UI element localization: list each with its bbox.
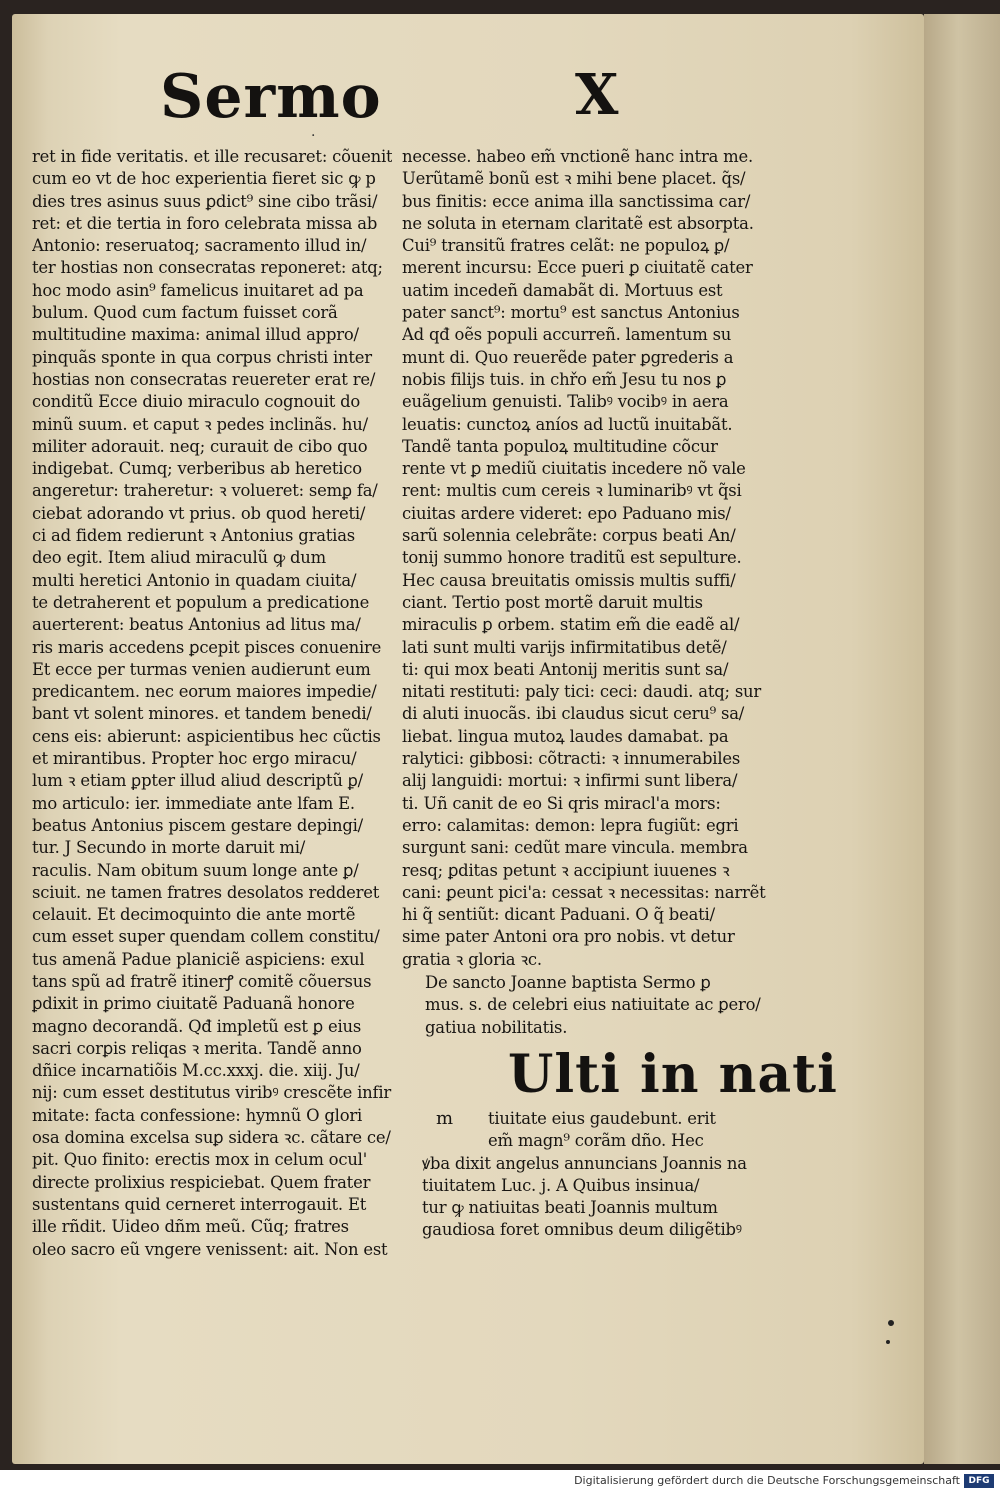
dfg-logo: DFG (964, 1474, 994, 1488)
text-line: ret in fide veritatis. et ille recusaret: cõuenit (32, 147, 392, 166)
text-line: ralytici: gibbosi: cõtracti: ꝛ innumerabiles (402, 749, 741, 769)
text-line: bus finitis: ecce anima illa sanctissima car/ (402, 191, 751, 211)
text-line: Et ecce per turmas venien audierunt eum (32, 659, 371, 679)
text-line: ꝑdixit in ꝑrimo ciuitatẽ Paduanã honore (32, 994, 355, 1014)
text-line: beatus Antonius piscem gestare depingi/ (32, 815, 363, 835)
running-head-sermo: Sermo (160, 62, 382, 132)
text-line: ris maris accedens ꝑcepit pisces conuenire (32, 637, 382, 657)
text-line: cens eis: abierunt: aspicientibus hec cũctis (32, 726, 381, 746)
text-line: tur. J Secundo in morte daruit mi/ (32, 838, 306, 858)
text-line: predicantem. nec eorum maiores impedie/ (32, 682, 377, 702)
rubric-line: gatiua nobilitatis. (425, 1017, 568, 1037)
text-line: cani: ꝑeunt pici'a: cessat ꝛ necessitas: narrẽt (402, 882, 766, 902)
text-line: nitati restituti: paly tici: ceci: daudi. atq; sur (402, 682, 762, 702)
text-line: lati sunt multi varijs infirmitatibus detẽ/ (402, 637, 727, 657)
text-line: rent: multis cum cereis ꝛ luminaribꝰ vt q̃si (402, 481, 742, 501)
text-line: auerterent: beatus Antonius ad litus ma/ (32, 615, 361, 635)
right-text-column (402, 146, 772, 971)
text-line: celauit. Et decimoquinto die ante mortẽ (32, 905, 356, 925)
text-line: et mirantibus. Propter hoc ergo miracu/ (32, 749, 357, 769)
text-line: euãgelium genuisti. Talibꝰ vocibꝰ in aera (402, 392, 729, 412)
funding-credit: Digitalisierung gefördert durch die Deutsche Forschungsgemeinschaft (574, 1474, 960, 1487)
text-line: pater sanct⁹: mortu⁹ est sanctus Antonius (402, 303, 740, 323)
text-line: indigebat. Cumq; verberibus ab heretico (32, 459, 362, 479)
text-line: necesse. habeo em̃ vnctionẽ hanc intra me. (402, 147, 754, 166)
sermon-opening-heading: Ulti in nati (508, 1044, 838, 1105)
edge-mark (888, 1320, 894, 1326)
text-line: di aluti inuocãs. ibi claudus sicut ceru⁹ sa/ (402, 704, 745, 724)
text-line: dñice incarnatiõis M.cc.xxxj. die. xiij. Ju/ (32, 1061, 360, 1081)
guide-letter: m (436, 1108, 454, 1129)
text-line: sustentans quid cerneret interrogauit. Et (32, 1194, 367, 1214)
text-line: tiuitate eius gaudebunt. erit (488, 1109, 716, 1128)
text-line: resq; ꝑditas petunt ꝛ accipiunt iuuenes ꝛ (402, 860, 730, 880)
text-line: Tandẽ tanta populoꝝ multitudine cõcur (402, 436, 718, 456)
text-line: hostias non consecratas reuereter erat re/ (32, 369, 376, 389)
text-line: Uerũtamẽ bonũ est ꝛ mihi bene placet. q̃s/ (402, 169, 746, 189)
text-line: ciebat adorando vt prius. ob quod hereti/ (32, 503, 366, 523)
rubric-line: mus. s. de celebri eius natiuitate ac ꝑero/ (425, 995, 761, 1015)
text-line: ter hostias non consecratas reponeret: atq; (32, 258, 383, 278)
text-line: tus amenã Padue planiciẽ aspiciens: exul (32, 949, 365, 969)
footer-bar (0, 1470, 1000, 1494)
text-line: rente vt ꝑ mediũ ciuitatis incedere nõ vale (402, 459, 746, 479)
text-line: cum esset super quendam collem constitu/ (32, 927, 380, 947)
sermon-opening-text (422, 1108, 772, 1242)
text-line: militer adorauit. neq; curauit de cibo quo (32, 436, 368, 456)
text-line: conditũ Ecce diuio miraculo cognouit do (32, 392, 361, 412)
left-text-column (32, 146, 392, 1261)
text-line: ille rñdit. Uideo dñm meũ. Cũq; fratres (32, 1217, 349, 1237)
text-line: lum ꝛ etiam ꝑpter illud aliud descriptũ ꝑ/ (32, 771, 363, 791)
text-line: erro: calamitas: demon: lepra fugiũt: egri (402, 815, 739, 835)
text-line: munt di. Quo reuerẽde pater ꝑgrederis a (402, 347, 734, 367)
text-line: hoc modo asin⁹ famelicus inuitaret ad pa (32, 280, 364, 300)
text-line: liebat. lingua mutoꝝ laudes damabat. pa (402, 726, 729, 746)
text-line: Ad qđ oẽs populi accurreñ. lamentum su (402, 325, 732, 345)
text-line: tans spũ ad fratrẽ itinerꝭ comitẽ cõuersus (32, 971, 372, 991)
text-line: sime pater Antoni ora pro nobis. vt detur (402, 927, 735, 947)
text-line: ꝟba dixit angelus annuncians Joannis na (422, 1153, 747, 1173)
text-line: surgunt sani: cedũt mare vincula. membra (402, 838, 748, 858)
text-line: sacri corꝑis reliqas ꝛ merita. Tandẽ anno (32, 1038, 362, 1058)
text-line: directe prolixius respiciebat. Quem frater (32, 1172, 371, 1192)
text-line: angeretur: traheretur: ꝛ volueret: semꝑ fa/ (32, 481, 378, 501)
text-line: mo articulo: ier. immediate ante lfam E. (32, 793, 355, 813)
text-line: ret: et die tertia in foro celebrata missa ab (32, 213, 378, 233)
text-line: em̃ magn⁹ corãm dño. Hec (488, 1131, 704, 1151)
mark-dot: · (311, 128, 316, 144)
text-line: Cui⁹ transitũ fratres celãt: ne populoꝝ ꝑ/ (402, 236, 730, 256)
text-line: uatim incedeñ damabãt di. Mortuus est (402, 280, 723, 300)
text-line: ciuitas ardere videret: epo Paduano mis/ (402, 503, 731, 523)
text-line: pit. Quo finito: erectis mox in celum ocul' (32, 1150, 368, 1170)
text-line: raculis. Nam obitum suum longe ante ꝑ/ (32, 860, 359, 880)
text-line: magno decorandã. Qđ impletũ est ꝑ eius (32, 1016, 362, 1036)
text-line: bulum. Quod cum factum fuisset corã (32, 303, 338, 323)
text-line: tiuitatem Luc. j. A Quibus insinua/ (422, 1175, 700, 1195)
sermon-rubric (425, 972, 775, 1039)
text-line: miraculis ꝑ orbem. statim em̃ die eadẽ al/ (402, 615, 740, 635)
text-line: dies tres asinus suus ꝑdict⁹ sine cibo trãsi/ (32, 191, 378, 211)
text-line: ci ad fidem redierunt ꝛ Antonius gratias (32, 526, 355, 546)
text-line: hi q̃ sentiũt: dicant Paduani. O q̃ beati/ (402, 905, 715, 925)
edge-mark (886, 1340, 890, 1344)
text-line: gaudiosa foret omnibus deum diligẽtibꝰ (422, 1220, 742, 1240)
text-line: bant vt solent minores. et tandem benedi/ (32, 704, 372, 724)
text-line: leuatis: cunctoꝝ aníos ad luctũ inuitabãt. (402, 414, 733, 434)
text-line: cum eo vt de hoc experientia fieret sic ꝙ p (32, 169, 376, 189)
text-line: sarũ solennia celebrãte: corpus beati An/ (402, 526, 736, 546)
rubric-line: De sancto Joanne baptista Sermo ꝑ (425, 973, 711, 992)
text-line: Hec causa breuitatis omissis multis suffi/ (402, 570, 736, 590)
text-line: deo egit. Item aliud miraculũ ꝙ dum (32, 548, 326, 568)
text-line: gratia ꝛ gloria ꝛc. (402, 949, 542, 969)
text-line: osa domina excelsa suꝑ sidera ꝛc. cãtare ce/ (32, 1128, 391, 1148)
text-line: oleo sacro eũ vngere venissent: ait. Non est (32, 1239, 388, 1259)
adjacent-page-edge (924, 14, 1000, 1464)
text-line: nij: cum esset destitutus viribꝰ crescẽte infir (32, 1083, 392, 1103)
text-line: nobis filijs tuis. in chřo em̃ Jesu tu nos ꝑ (402, 369, 727, 389)
text-line: Antonio: reseruatoq; sacramento illud in/ (32, 236, 367, 256)
text-line: ti: qui mox beati Antonij meritis sunt sa/ (402, 659, 729, 679)
text-line: minũ suum. et caput ꝛ pedes inclinãs. hu/ (32, 414, 368, 434)
text-line: alij languidi: mortui: ꝛ infirmi sunt libera/ (402, 771, 738, 791)
text-line: sciuit. ne tamen fratres desolatos redderet (32, 882, 380, 902)
text-line: pinquãs sponte in qua corpus christi inter (32, 347, 372, 367)
text-line: tur ꝙ natiuitas beati Joannis multum (422, 1198, 718, 1218)
text-line: ciant. Tertio post mortẽ daruit multis (402, 592, 703, 612)
text-line: multitudine maxima: animal illud appro/ (32, 325, 359, 345)
text-line: multi heretici Antonio in quadam ciuita/ (32, 570, 357, 590)
running-head-folio: X (575, 62, 619, 128)
text-line: ne soluta in eternam claritatẽ est absorpta. (402, 213, 754, 233)
text-line: merent incursu: Ecce pueri ꝑ ciuitatẽ cater (402, 258, 753, 278)
text-line: tonij summo honore traditũ est sepulture. (402, 548, 742, 568)
text-line: te detraherent et populum a predicatione (32, 592, 370, 612)
text-line: mitate: facta confessione: hymnũ O glori (32, 1105, 363, 1125)
text-line: ti. Uñ canit de eo Si qris miracl'a mors: (402, 793, 721, 813)
